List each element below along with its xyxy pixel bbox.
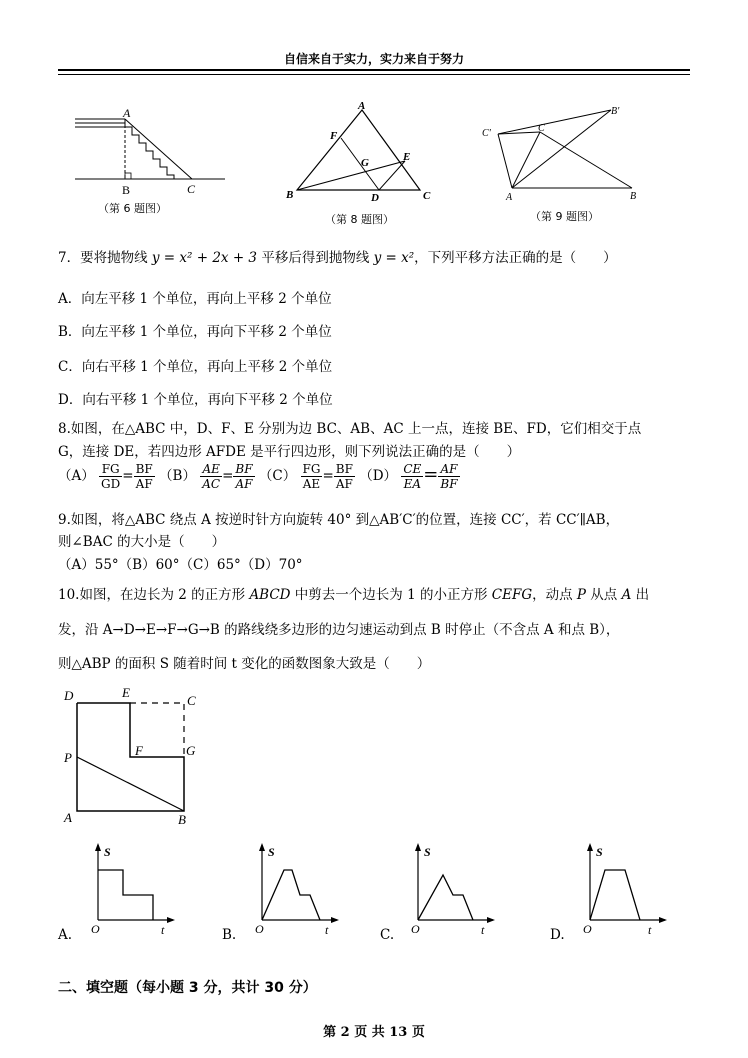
fig8-label-b: B (286, 189, 294, 201)
fig6-label-c: C (187, 182, 196, 196)
q10-graph-c (398, 840, 498, 940)
fig9-label-b: B (630, 191, 637, 202)
q10-label-p: P (64, 750, 72, 765)
q7-expr1: y = x² + 2x + 3 (151, 250, 258, 266)
q7-option-c: C．向右平移 1 个单位，再向上平移 2 个单位 (58, 359, 333, 375)
q10-square-figure (60, 682, 210, 827)
fig8-label-g: G (361, 157, 369, 169)
q8-opt-a-eq: = (122, 468, 134, 484)
q8-opt-c-left: $\frac{FG}{AE}$ (302, 462, 321, 491)
fig8-label-e: E (403, 151, 411, 163)
svg-text:S: S (104, 845, 111, 859)
q10-label-e: E (122, 685, 130, 700)
q8-opt-a-right: $\frac{BF}{AF}$ (135, 462, 153, 491)
q8-opt-d-label: （D） (359, 468, 398, 484)
q10-line1: 10.如图，在边长为 2 的正方形 ABCD 中剪去一个边长为 1 的小正方形 CEFG，动点 P 从点 A 出 (58, 587, 650, 603)
svg-text:t: t (648, 923, 652, 937)
fig8-label-c: C (423, 190, 431, 202)
q8-opt-a-left: $\frac{FG}{GD}$ (101, 462, 121, 491)
header-rule-thin (58, 74, 690, 75)
q8-line2: G，连接 DE，若四边形 AFDE 是平行四边形，则下列说法正确的是（ ） (58, 444, 521, 460)
fig8-label-d: D (371, 192, 379, 204)
q8-opt-d-left: $\frac{CE}{EA}$ (403, 462, 422, 491)
q7-option-d: D．向右平移 1 个单位，再向下平移 2 个单位 (58, 392, 333, 408)
q8-options (58, 462, 460, 491)
svg-text:O: O (91, 922, 100, 936)
q8-opt-b-label: （B） (159, 468, 196, 484)
header-rule-thick (58, 69, 690, 71)
figure-9-rotation (478, 102, 648, 207)
svg-text:t: t (481, 923, 485, 937)
q8-opt-c-right: $\frac{BF}{AF}$ (335, 462, 353, 491)
svg-text:S: S (424, 845, 431, 859)
q8-opt-b-right: $\frac{BF}{AF}$ (235, 462, 253, 491)
svg-text:O: O (255, 922, 264, 936)
q7-stem (58, 246, 617, 266)
figure-6-staircase (70, 105, 230, 205)
fig6-caption: （第 6 题图） (98, 202, 167, 215)
q7-option-a: A．向左平移 1 个单位，再向上平移 2 个单位 (58, 291, 332, 307)
fig9-label-a: A (506, 192, 513, 203)
q8-opt-d-right: $\frac{AF}{BF}$ (440, 462, 458, 491)
q10-choice-d[interactable]: D. (550, 927, 565, 943)
q9-options: （A）55°（B）60°（C）65°（D）70° (58, 557, 303, 573)
svg-text:S: S (596, 845, 603, 859)
q10-label-b: B (178, 812, 186, 827)
fig9-caption: （第 9 题图） (530, 210, 599, 223)
q10-line2: 发，沿 A→D→E→F→G→B 的路线绕多边形的边匀速运动到点 B 时停止（不含点 A 和点 B）， (58, 622, 620, 638)
q10-line3: 则△ABP 的面积 S 随着时间 t 变化的函数图象大致是（ ） (58, 656, 431, 672)
section-2-title: 二、填空题（每小题 3 分，共计 30 分） (58, 980, 317, 996)
q7-expr2: y = x² (373, 250, 415, 266)
q7-stem-b: 平移后得到抛物线 (257, 250, 374, 266)
page-header-motto: 自信来自于实力，实力来自于努力 (283, 52, 464, 66)
q10-choice-c[interactable]: C. (380, 927, 395, 943)
fig8-caption: （第 8 题图） (325, 213, 394, 226)
q10-choice-a[interactable]: A. (58, 927, 73, 943)
fig8-label-a: A (358, 100, 366, 112)
svg-text:t: t (325, 923, 329, 937)
fig6-label-b: B (122, 183, 131, 197)
q8-opt-b-left: $\frac{AE}{AC}$ (202, 462, 221, 491)
q8-opt-d-eq: = (423, 464, 439, 485)
q10-label-f: F (135, 743, 143, 758)
svg-text:O: O (583, 922, 592, 936)
fig6-label-a: A (123, 106, 131, 120)
q8-opt-a-label: （A） (58, 468, 95, 484)
q8-opt-c-eq: = (322, 468, 334, 484)
q8-opt-b-eq: = (222, 468, 234, 484)
figure-8-triangle (285, 98, 435, 208)
page-footer: 第 2 页 共 13 页 (323, 1025, 425, 1040)
q9-line2: 则∠BAC 的大小是（ ） (58, 534, 226, 550)
fig9-label-bprime: B' (611, 106, 620, 117)
q8-line1: 8.如图，在△ABC 中，D、F、E 分别为边 BC、AB、AC 上一点，连接 BE、FD，它们相交于点 (58, 421, 642, 437)
q7-option-b: B．向左平移 1 个单位，再向下平移 2 个单位 (58, 324, 332, 340)
q8-opt-c-label: （C） (258, 468, 297, 484)
fig9-label-c: C (538, 123, 545, 134)
q10-choice-b[interactable]: B. (222, 927, 237, 943)
q10-graph-a (78, 840, 178, 940)
svg-text:O: O (411, 922, 420, 936)
q7-stem-a: 7．要将抛物线 (58, 250, 152, 266)
fig9-label-cprime: C' (482, 128, 491, 139)
q10-label-c: C (187, 693, 196, 708)
q10-label-a: A (64, 810, 72, 825)
svg-text:S: S (268, 845, 275, 859)
q10-graph-d (570, 840, 670, 940)
q9-line1: 9.如图，将△ABC 绕点 A 按逆时针方向旋转 40° 到△AB′C′的位置，连接 CC′，若 CC′∥AB， (58, 512, 620, 528)
q10-label-g: G (186, 743, 196, 758)
svg-text:t: t (161, 923, 165, 937)
fig8-label-f: F (330, 130, 338, 142)
q7-stem-c: ，下列平移方法正确的是（ ） (414, 250, 617, 266)
q10-label-d: D (64, 688, 74, 703)
q10-graph-b (242, 840, 342, 940)
